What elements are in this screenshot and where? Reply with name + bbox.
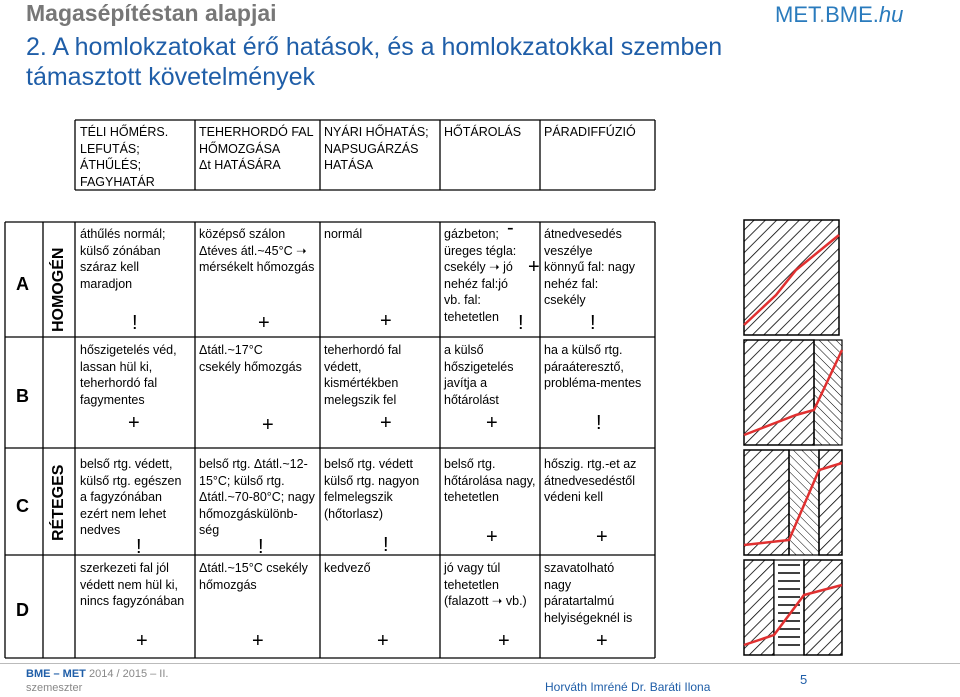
cell-a-2: középső szálon Δtéves átl.~45°C ➝ mérsékelt hőmozgás [199, 227, 315, 274]
row-label-c: C [16, 496, 29, 516]
presentation-title: Magasépítéstan alapjai [26, 0, 277, 26]
header-cell-4: HŐTÁROLÁS [444, 125, 522, 139]
cell-b-5: ha a külső rtg. páraáteresztő, probléma-mentes [544, 343, 642, 390]
sign-b-2: + [262, 414, 274, 436]
wall-b-icon [744, 340, 842, 445]
footer-authors: Horváth Imréné Dr. Baráti Ilona [545, 680, 711, 694]
sign-a-3: + [380, 310, 392, 332]
header-cell-2: TEHERHORDÓ FAL HŐMOZGÁSA Δt HATÁSÁRA [199, 125, 314, 172]
sign-a-5: ! [590, 312, 596, 334]
logo-hu: hu [878, 2, 904, 27]
cell-b-2: Δtátl.~17°C csekély hőmozgás [199, 343, 302, 374]
cell-b-4: a külső hőszigetelés javítja a hőtárolást [444, 343, 514, 407]
cell-a-5: átnedvesedés veszélye könnyű fal: nagy nehéz fal: csekély [544, 227, 636, 307]
header-cell-1: TÉLI HŐMÉRS. LEFUTÁS; ÁTHŰLÉS; FAGYHATÁR [80, 125, 169, 189]
sign-d-4: + [498, 630, 510, 652]
cell-a-4: gázbeton; üreges tégla: csekély ➝ jó nehéz fal:jó vb. fal: tehetetlen [444, 227, 517, 324]
row-label-d: D [16, 600, 29, 620]
sign-b-3: + [380, 412, 392, 434]
cell-d-1: szerkezeti fal jól védett nem hül ki, nincs fagyzónában [80, 561, 185, 608]
sign-b-5: ! [596, 412, 602, 434]
wall-a-icon [744, 220, 839, 335]
sign-c-2: ! [258, 536, 264, 558]
cell-c-4: belső rtg. hőtárolása nagy, tehetetlen [444, 457, 536, 504]
wall-section-illustrations [736, 215, 951, 660]
cell-d-4: jó vagy túl tehetetlen (falazott ➝ vb.) [444, 561, 527, 608]
header-cell-3: NYÁRI HŐHATÁS; NAPSUGÁRZÁS HATÁSA [324, 125, 429, 172]
sign-c-3: ! [383, 534, 389, 556]
cell-c-1: belső rtg. védett, külső rtg. egészen a fagyzónában ezért nem lehet nedves [80, 457, 182, 537]
cell-c-2: belső rtg. Δtátl.~12- 15°C; külső rtg. Δtátl.~70-80°C; nagy hőmozgáskülönb- ség [199, 457, 315, 537]
cell-d-5: szavatolható nagy páratartalmú helyiségeknél is [544, 561, 633, 625]
row-label-b: B [16, 386, 29, 406]
header-cell-5: PÁRADIFFÚZIÓ [544, 125, 636, 139]
sign-b-4: + [486, 412, 498, 434]
row-label-a: A [16, 274, 29, 294]
sign-a-4: ! [518, 312, 524, 334]
footer-divider [0, 663, 960, 664]
cell-a-3: normál [324, 227, 363, 241]
sign-c-1: ! [136, 536, 142, 558]
sign-a-2: + [258, 312, 270, 334]
group-label-homogen: HOMOGÉN [50, 247, 67, 332]
sign-d-1: + [136, 630, 148, 652]
wall-d-icon [744, 560, 842, 655]
sign-c-5: + [596, 526, 608, 548]
logo-met: MET [775, 2, 819, 27]
cell-a-1: áthűlés normál; külső zónában száraz kell maradjon [80, 227, 166, 291]
sign-d-5: + [596, 630, 608, 652]
page-number: 5 [800, 672, 808, 687]
sign-a-1: ! [132, 312, 138, 334]
sign-d-2: + [252, 630, 264, 652]
cell-b-1: hőszigetelés véd, lassan hül ki, teherhordó fal fagymentes [80, 343, 177, 407]
sign-d-3: + [377, 630, 389, 652]
logo-bme: BME. [825, 2, 879, 27]
sign-b-1: + [128, 412, 140, 434]
footer-course-info: BME – MET 2014 / 2015 – II. szemeszter [26, 668, 169, 694]
sign-c-4: + [486, 526, 498, 548]
cell-d-2: Δtátl.~15°C csekély hőmozgás [199, 561, 308, 592]
wall-c-icon [744, 450, 842, 555]
cell-c-5: hőszig. rtg.-et az átnedvesedéstől védeni kell [544, 457, 637, 504]
group-label-reteges: RÉTEGES [50, 464, 67, 541]
subtitle-line-2: támasztott követelmények [26, 63, 316, 91]
subtitle-line-1: 2. A homlokzatokat érő hatások, és a homlokzatokkal szemben [26, 33, 723, 61]
sign-a-minus: - [507, 217, 514, 239]
sign-a-plus: + [528, 256, 540, 278]
cell-d-3: kedvező [324, 561, 371, 575]
logo-dot: . [819, 2, 826, 27]
cell-c-3: belső rtg. védett külső rtg. nagyon felmelegszik (hőtorlasz) [324, 457, 420, 521]
cell-b-3: teherhordó fal védett, kismértékben melegszik fel [324, 343, 402, 407]
